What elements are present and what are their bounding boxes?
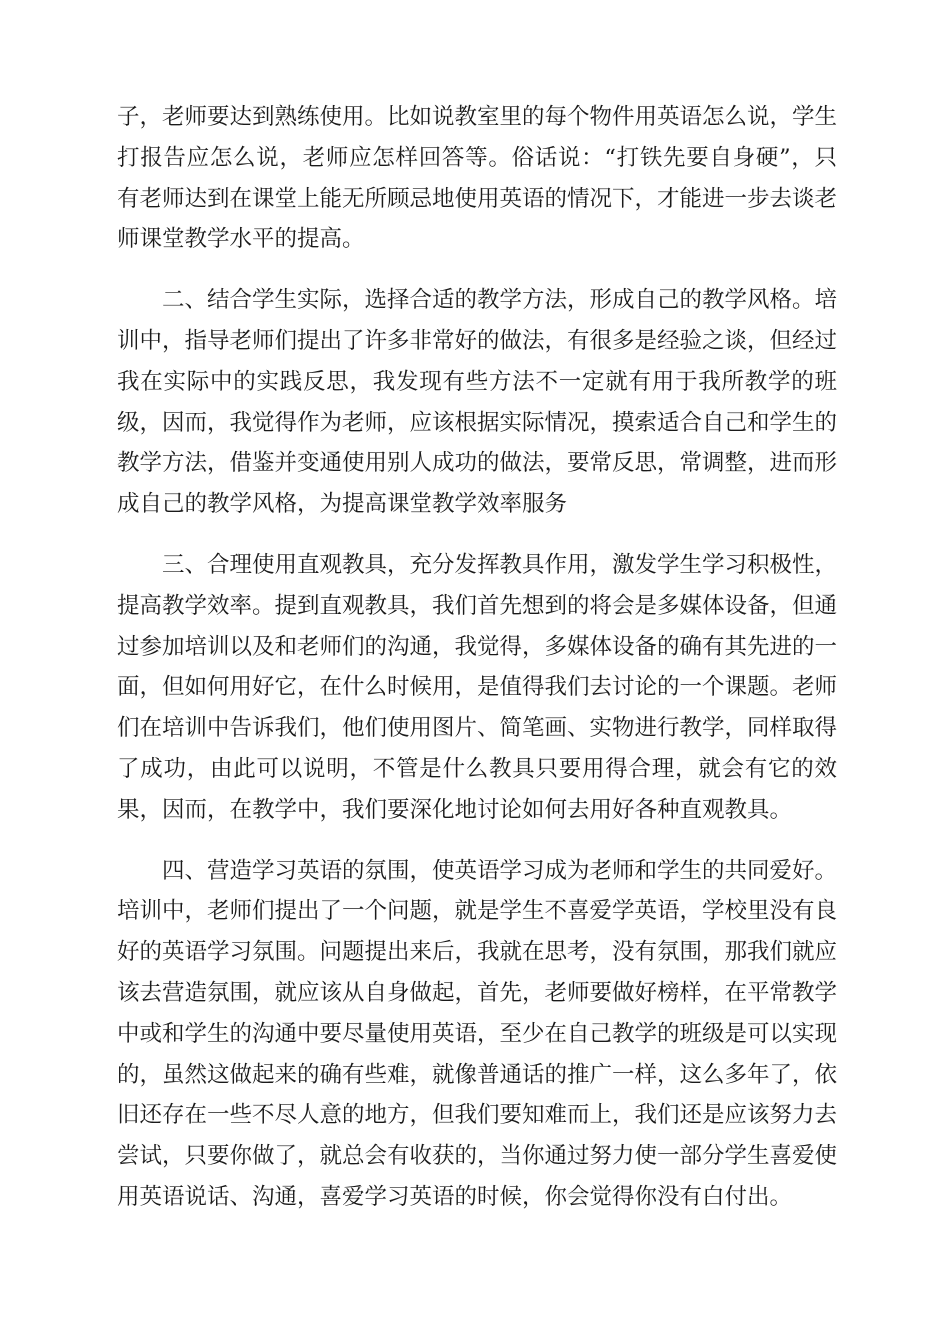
paragraph-section-two: 二、结合学生实际，选择合适的教学方法，形成自己的教学风格。培训中，指导老师们提出了许多非常好的做法，有很多是经验之谈，但经过我在实际中的实践反思，我发现有些方法不一定就有用于我所教学的班级，因而，我觉得作为老师，应该根据实际情况，摸索适合自己和学生的教学方法，借鉴并变通使用别人成功的做法，要常反思，常调整，进而形成自己的教学风格，为提高课堂教学效率服务 <box>117 287 838 518</box>
paragraph-continuation: 子，老师要达到熟练使用。比如说教室里的每个物件用英语怎么说，学生打报告应怎么说，老师应怎样回答等。俗话说：“打铁先要自身硬”，只有老师达到在课堂上能无所顾忌地使用英语的情况下，才能进一步去谈老师课堂教学水平的提高。 <box>117 104 838 253</box>
document-page <box>117 97 837 1218</box>
paragraph-section-three: 三、合理使用直观教具，充分发挥教具作用，激发学生学习积极性，提高教学效率。提到直观教具，我们首先想到的将会是多媒体设备，但通过参加培训以及和老师们的沟通，我觉得，多媒体设备的确有其先进的一面，但如何用好它，在什么时候用，是值得我们去讨论的一个课题。老师们在培训中告诉我们，他们使用图片、简笔画、实物进行教学，同样取得了成功，由此可以说明，不管是什么教具只要用得合理，就会有它的效果，因而，在教学中，我们要深化地讨论如何去用好各种直观教具。 <box>117 551 838 823</box>
paragraph-section-four: 四、营造学习英语的氛围，使英语学习成为老师和学生的共同爱好。培训中，老师们提出了一个问题，就是学生不喜爱学英语，学校里没有良好的英语学习氛围。问题提出来后，我就在思考，没有氛围，那我们就应该去营造氛围，就应该从自身做起，首先，老师要做好榜样，在平常教学中或和学生的沟通中要尽量使用英语，至少在自己教学的班级是可以实现的，虽然这做起来的确有些难，就像普通话的推广一样，这么多年了，依旧还存在一些不尽人意的地方，但我们要知难而上，我们还是应该努力去尝试，只要你做了，就总会有收获的，当你通过努力使一部分学生喜爱使用英语说话、沟通，喜爱学习英语的时候，你会觉得你没有白付出。 <box>117 857 838 1210</box>
